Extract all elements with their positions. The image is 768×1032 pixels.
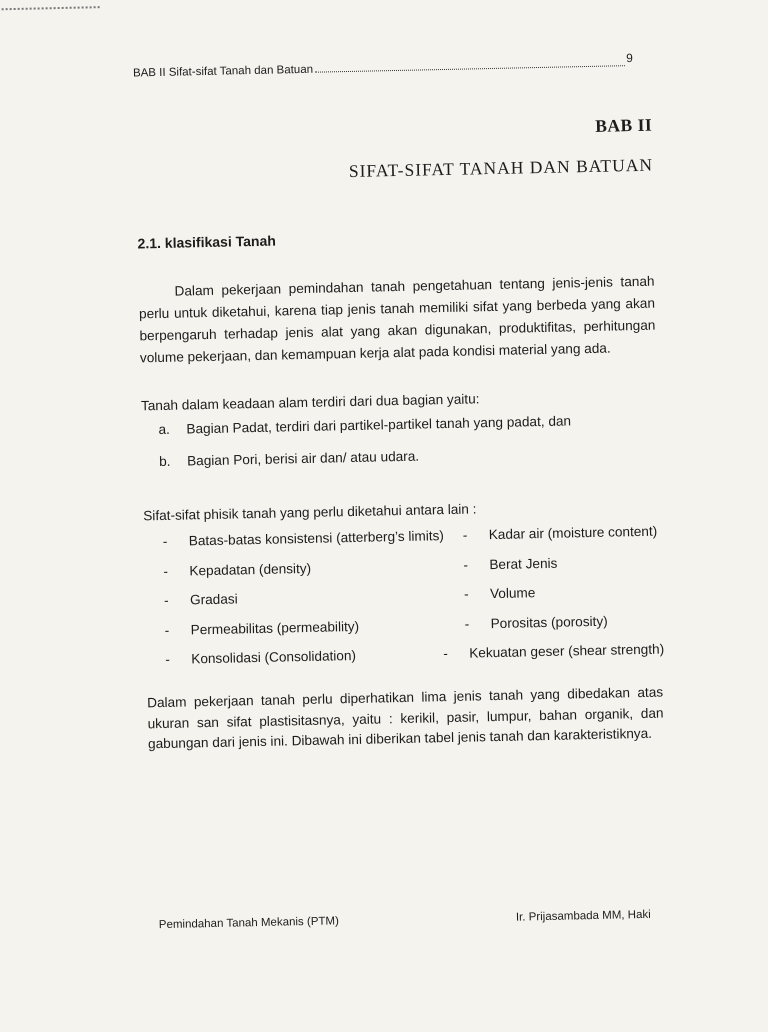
intro-paragraph: Dalam pekerjaan pemindahan tanah pengetahuan tentang jenis-jenis tanah perlu untuk diketahui, karena tiap jenis tanah memiliki sifat yang berbeda yang akan berpengaruh terhadap jenis alat yang akan digunakan, produktifitas, perhitungan volume pekerjaan, dan kemampuan kerja alat pada kondisi material yang ada. xyxy=(138,273,656,366)
bullet-dash: - xyxy=(163,563,169,579)
dot-leader xyxy=(315,64,625,72)
property-item: Batas-batas konsistensi (atterberg’s limits) xyxy=(188,528,445,549)
running-title: BAB II Sifat-sifat Tanah dan Batuan xyxy=(132,63,314,80)
running-header xyxy=(133,51,633,79)
bullet-dash: - xyxy=(463,586,469,602)
property-item: Volume xyxy=(489,585,536,602)
soil-types-paragraph: Dalam pekerjaan tanah perlu diperhatikan lima jenis tanah yang dibedakan atas ukuran san sifat plastisitasnya, yaitu : kerikil, pasir, lumpur, bahan organik, dan gabungan dari jenis ini. Dibawah ini diberikan tabel jenis tanah dan karakteristiknya. xyxy=(147,684,664,752)
bullet-dash: - xyxy=(163,592,169,608)
list-item-text: Bagian Pori, berisi air dan/ atau udara. xyxy=(186,448,420,469)
soil-parts-intro: Tanah dalam keadaan alam terdiri dari dua bagian yaitu: xyxy=(140,391,480,414)
physical-properties-list xyxy=(163,521,666,679)
bullet-dash: - xyxy=(162,533,168,549)
bullet-dash: - xyxy=(443,646,448,662)
property-item: Kadar air (moisture content) xyxy=(488,523,658,543)
soil-parts-list xyxy=(158,410,572,483)
physical-properties-intro: Sifat-sifat phisik tanah yang perlu diketahui antara lain : xyxy=(143,501,477,524)
property-item: Kekuatan geser (shear strength) xyxy=(469,641,665,661)
page-footer xyxy=(159,909,651,931)
footer-course-title: Pemindahan Tanah Mekanis (PTM) xyxy=(158,915,339,932)
property-item: Kepadatan (density) xyxy=(189,560,312,578)
property-item: Permeabilitas (permeability) xyxy=(190,618,360,637)
property-item: Berat Jenis xyxy=(489,555,558,572)
chapter-title: SIFAT-SIFAT TANAH DAN BATUAN xyxy=(348,154,654,181)
bullet-dash: - xyxy=(463,557,469,573)
page-edge-mark xyxy=(0,6,100,14)
bullet-dash: - xyxy=(165,651,170,667)
property-item: Konsolidasi (Consolidation) xyxy=(191,647,357,667)
chapter-number: BAB II xyxy=(595,114,653,136)
section-heading: 2.1. klasifikasi Tanah xyxy=(137,232,276,252)
bullet-dash: - xyxy=(462,527,468,543)
footer-author: Ir. Prijasambada MM, Haki xyxy=(515,908,651,924)
page-number: 9 xyxy=(625,51,633,66)
list-item-text: Bagian Padat, terdiri dari partikel-partikel tanah yang padat, dan xyxy=(186,413,572,437)
list-marker: a. xyxy=(158,421,170,438)
bullet-dash: - xyxy=(164,622,170,638)
list-marker: b. xyxy=(158,453,171,470)
property-item: Gradasi xyxy=(189,591,238,608)
bullet-dash: - xyxy=(464,616,470,632)
property-item: Porositas (porosity) xyxy=(490,613,608,631)
